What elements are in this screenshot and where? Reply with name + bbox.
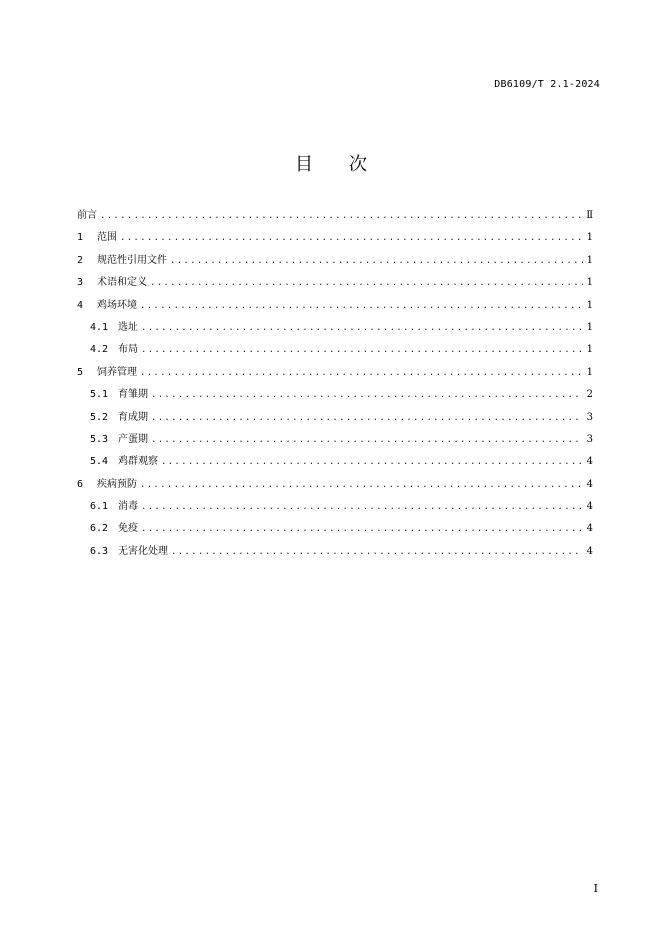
toc-entry-page: 4 [586,456,593,468]
dot-leader [140,474,583,496]
toc-entry-text: 消毒 [118,501,138,513]
toc-entry-number: 4.1 [90,321,109,333]
toc-entry-page: Ⅱ [586,210,593,221]
toc-entry-text: 术语和定义 [97,277,147,289]
toc-entry-6-2[interactable] [77,518,593,540]
toc-entry-text: 饲养管理 [97,366,137,378]
table-of-contents [77,205,593,563]
toc-entry-5-2[interactable] [77,407,593,429]
toc-entry-number: 2 [77,254,84,266]
toc-entry-1[interactable] [77,227,593,249]
toc-entry-number: 6 [77,478,84,490]
toc-entry-5[interactable] [77,362,593,384]
toc-entry-number: 3 [77,277,84,289]
dot-leader [120,227,583,249]
toc-entry-page: 1 [586,232,593,244]
toc-entry-5-3[interactable] [77,429,593,451]
toc-entry-number: 5 [77,366,84,378]
dot-leader [151,384,583,406]
toc-entry-page: 2 [586,389,593,401]
toc-entry-text: 选址 [118,321,138,333]
toc-entry-4[interactable] [77,295,593,317]
dot-leader [170,250,583,272]
toc-entry-number: 5.4 [90,456,109,468]
toc-entry-number: 6.3 [90,545,109,557]
toc-entry-number: 4 [77,299,84,311]
toc-entry-4-1[interactable] [77,317,593,339]
toc-entry-6-3[interactable] [77,541,593,563]
dot-leader [171,541,583,563]
toc-entry-page: 1 [586,366,593,378]
dot-leader [140,295,583,317]
toc-entry-page: 1 [586,299,593,311]
toc-entry-page: 1 [586,254,593,266]
toc-entry-number: 4.2 [90,344,109,356]
toc-entry-text: 布局 [118,344,138,356]
toc-entry-text: 育雏期 [118,389,148,401]
dot-leader [161,451,583,473]
dot-leader [140,362,583,384]
toc-entry-text: 免疫 [118,523,138,535]
toc-entry-text: 前言 [77,210,97,221]
toc-entry-4-2[interactable] [77,339,593,361]
toc-entry-text: 无害化处理 [118,545,168,557]
dot-leader [141,496,583,518]
toc-entry-page: 4 [586,478,593,490]
title-char-2: 次 [349,154,367,175]
document-code: DB6109/T 2.1-2024 [494,79,600,90]
toc-entry-page: 1 [586,277,593,289]
toc-entry-number: 1 [77,232,84,244]
toc-entry-text: 育成期 [118,411,148,423]
toc-entry-3[interactable] [77,272,593,294]
toc-entry-number: 5.2 [90,411,109,423]
toc-entry-2[interactable] [77,250,593,272]
toc-entry-text: 鸡群观察 [118,456,158,468]
toc-entry-text: 疾病预防 [97,478,137,490]
toc-entry-text: 鸡场环境 [97,299,137,311]
toc-entry-number: 6.2 [90,523,109,535]
toc-entry-text: 规范性引用文件 [97,254,167,266]
dot-leader [151,429,583,451]
dot-leader [150,272,583,294]
toc-entry-text: 产蛋期 [118,433,148,445]
toc-entry-number: 5.1 [90,389,109,401]
dot-leader [141,339,583,361]
title-char-1: 目 [295,154,313,175]
toc-entry-page: 4 [586,523,593,535]
toc-entry-page: 4 [586,545,593,557]
toc-entry-6-1[interactable] [77,496,593,518]
toc-entry-foreword[interactable] [77,205,593,227]
toc-entry-page: 4 [586,501,593,513]
toc-entry-6[interactable] [77,474,593,496]
page-title [0,150,662,176]
toc-entry-page: 3 [586,411,593,423]
dot-leader [100,205,582,227]
dot-leader [141,317,583,339]
toc-entry-page: 1 [586,344,593,356]
toc-entry-5-4[interactable] [77,451,593,473]
toc-entry-text: 范围 [97,232,117,244]
toc-entry-number: 5.3 [90,433,109,445]
page-number: I [593,882,598,895]
toc-entry-page: 3 [586,433,593,445]
toc-entry-number: 6.1 [90,501,109,513]
dot-leader [141,518,583,540]
toc-entry-page: 1 [586,321,593,333]
dot-leader [151,407,583,429]
toc-entry-5-1[interactable] [77,384,593,406]
